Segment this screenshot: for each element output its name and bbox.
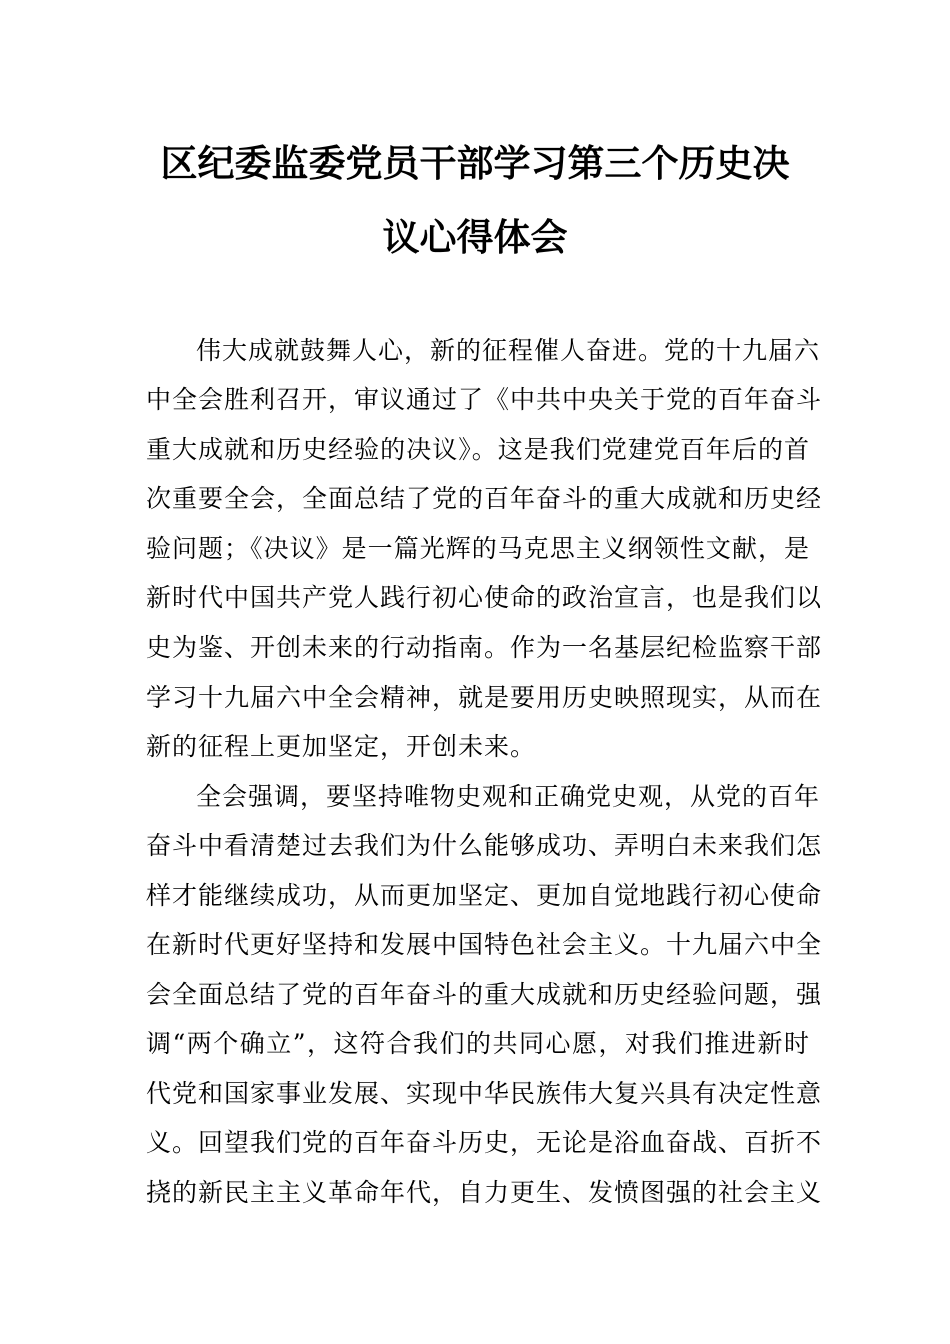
paragraph-1-line-2: 中全会胜利召开，审议通过了《中共中央关于党的百年奋斗	[146, 385, 823, 414]
paragraph-2-line-3: 样才能继续成功，从而更加坚定、更加自觉地践行初心使命	[146, 881, 823, 910]
paragraph-2-line-2: 奋斗中看清楚过去我们为什么能够成功、弄明白未来我们怎	[146, 831, 823, 860]
paragraph-1-line-6: 新时代中国共产党人践行初心使命的政治宣言，也是我们以	[146, 583, 823, 612]
paragraph-2-line-8: 义。回望我们党的百年奋斗历史，无论是浴血奋战、百折不	[146, 1128, 823, 1157]
document-title-line-2: 议心得体会	[382, 216, 568, 259]
paragraph-2-line-5: 会全面总结了党的百年奋斗的重大成就和历史经验问题，强	[146, 980, 823, 1009]
paragraph-1-line-5: 验问题；《决议》是一篇光辉的马克思主义纲领性文献，是	[146, 534, 810, 563]
paragraph-1-line-7: 史为鉴、开创未来的行动指南。作为一名基层纪检监察干部	[146, 633, 823, 662]
document-title-line-1: 区纪委监委党员干部学习第三个历史决	[160, 142, 790, 185]
paragraph-1-line-1: 伟大成就鼓舞人心，新的征程催人奋进。党的十九届六	[196, 336, 821, 365]
paragraph-2-line-9: 挠的新民主主义革命年代，自力更生、发愤图强的社会主义	[146, 1178, 823, 1207]
paragraph-1-line-9: 新的征程上更加坚定，开创未来。	[146, 732, 537, 761]
paragraph-2-line-4: 在新时代更好坚持和发展中国特色社会主义。十九届六中全	[146, 930, 823, 959]
paragraph-1-line-4: 次重要全会，全面总结了党的百年奋斗的重大成就和历史经	[146, 484, 823, 513]
paragraph-2-line-7: 代党和国家事业发展、实现中华民族伟大复兴具有决定性意	[146, 1079, 823, 1108]
paragraph-2-line-6: 调“两个确立”，这符合我们的共同心愿，对我们推进新时	[146, 1029, 810, 1058]
paragraph-1-line-8: 学习十九届六中全会精神，就是要用历史映照现实，从而在	[146, 683, 823, 712]
paragraph-2-line-1: 全会强调，要坚持唯物史观和正确党史观，从党的百年	[196, 782, 821, 811]
paragraph-1-line-3: 重大成就和历史经验的决议》。这是我们党建党百年后的首	[146, 435, 810, 464]
